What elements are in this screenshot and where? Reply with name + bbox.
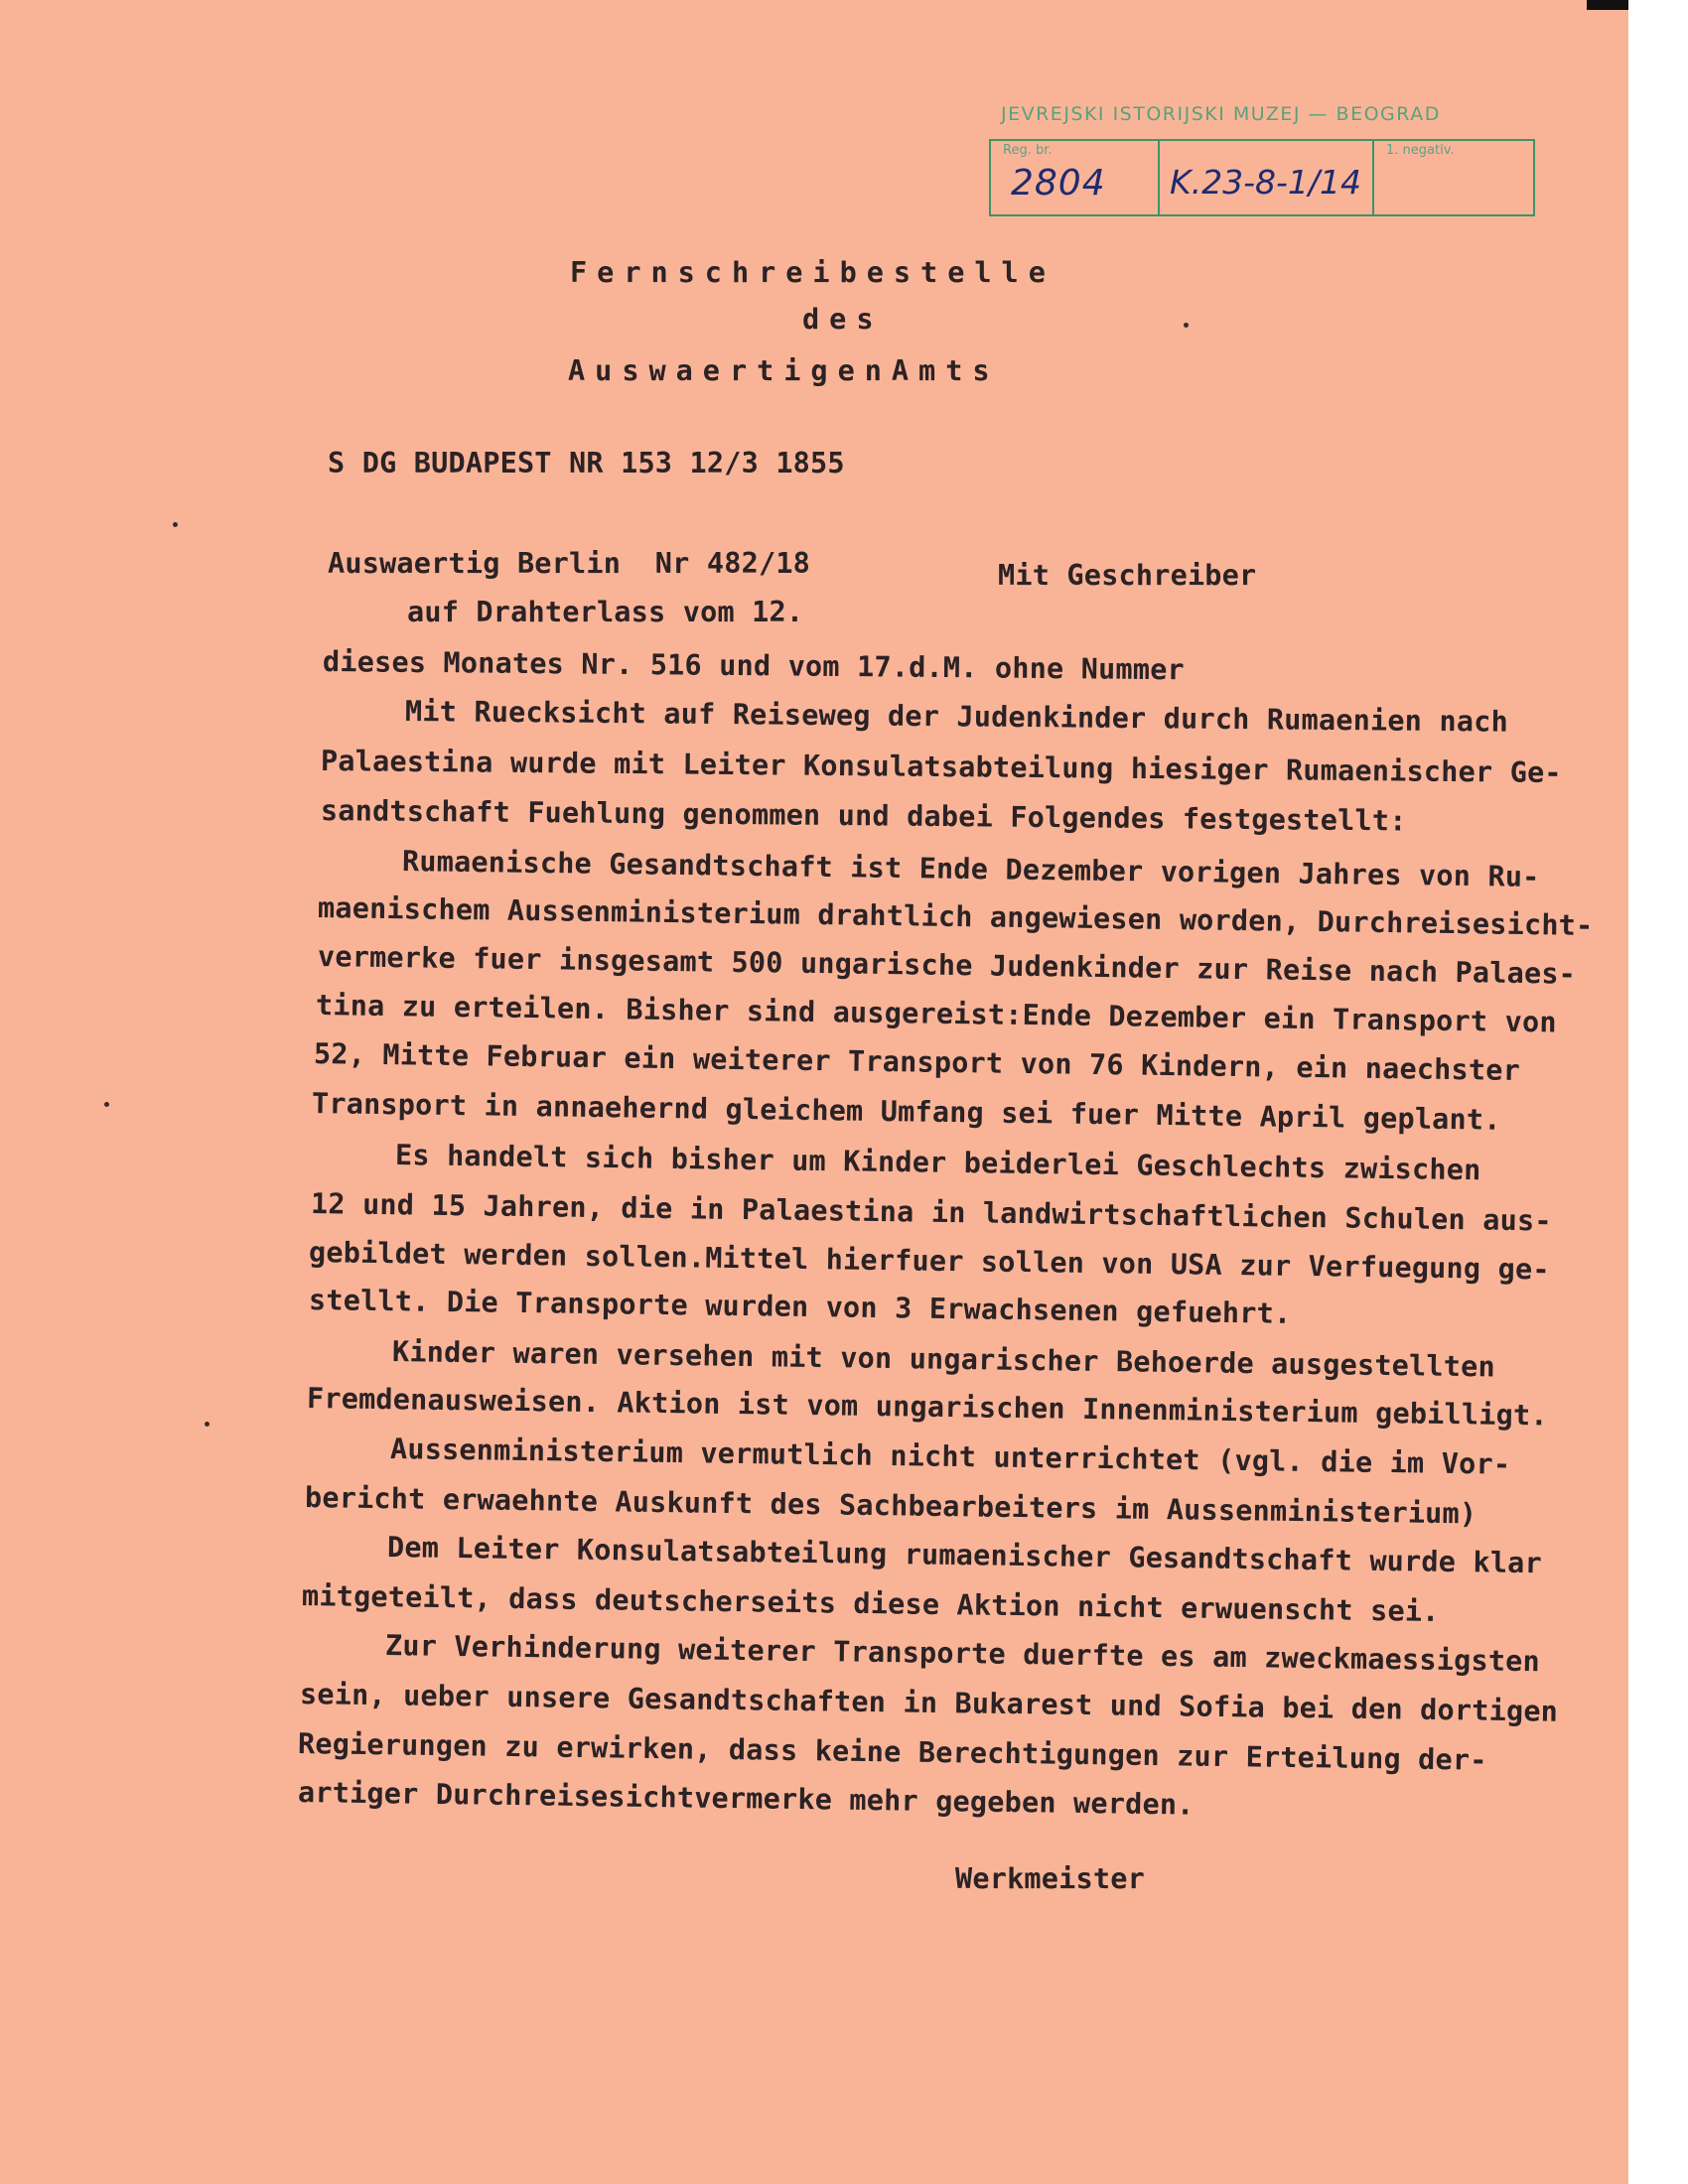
recipient-line: Auswaertig Berlin Nr 482/18 bbox=[328, 547, 811, 580]
stamp-cell-registration bbox=[991, 141, 1160, 214]
body-line: 12 und 15 Jahren, die in Palaestina in landwirtschaftlichen Schulen aus- bbox=[310, 1187, 1552, 1238]
stamp-note-label: 1. negativ. bbox=[1386, 143, 1455, 158]
stamp-archive-signature: K.23-8-1/14 bbox=[1170, 163, 1362, 202]
stamp-reg-number: 2804 bbox=[1011, 163, 1106, 204]
body-line: vermerke fuer insgesamt 500 ungarische Judenkinder zur Reise nach Palaes- bbox=[317, 940, 1577, 991]
museum-stamp-header: JEVREJSKI ISTORIJSKI MUZEJ — BEOGRAD bbox=[1001, 103, 1441, 125]
registration-stamp bbox=[989, 139, 1535, 216]
stamp-cell-note bbox=[1374, 141, 1533, 214]
scan-edge-mark bbox=[1587, 0, 1628, 10]
header-line-1: Fernschreibestelle bbox=[570, 256, 1055, 289]
header-line-2: des bbox=[802, 303, 884, 336]
stamp-reg-label: Reg. br. bbox=[1003, 143, 1053, 158]
signature: Werkmeister bbox=[955, 1862, 1145, 1895]
body-line: Dem Leiter Konsulatsabteilung rumaenischer Gesandtschaft wurde klar bbox=[386, 1531, 1543, 1580]
body-line: Zur Verhinderung weiterer Transporte duerfte es am zweckmaessigsten bbox=[384, 1629, 1541, 1679]
paper-speck bbox=[1184, 323, 1189, 328]
body-line: Kinder waren versehen mit von ungarischer Behoerde ausgestellten bbox=[391, 1335, 1496, 1384]
body-line: 52, Mitte Februar ein weiterer Transport von 76 Kindern, ein naechster bbox=[313, 1037, 1521, 1087]
body-line: Fremdenausweisen. Aktion ist vom ungarischen Innenministerium gebilligt. bbox=[306, 1382, 1548, 1433]
body-line: tina zu erteilen. Bisher sind ausgereist:Ende Dezember ein Transport von bbox=[315, 989, 1557, 1039]
transmission-note: Mit Geschreiber bbox=[998, 559, 1257, 592]
paper-speck bbox=[104, 1102, 109, 1107]
body-line: sandtschaft Fuehlung genommen und dabei Folgendes festgestellt: bbox=[320, 794, 1407, 838]
body-line: mitgeteilt, dass deutscherseits diese Aktion nicht erwuenscht sei. bbox=[301, 1579, 1440, 1628]
body-line: stellt. Die Transporte wurden von 3 Erwachsenen gefuehrt. bbox=[308, 1284, 1292, 1330]
body-line: sein, ueber unsere Gesandtschaften in Bukarest und Sofia bei den dortigen bbox=[299, 1678, 1559, 1728]
body-line: Transport in annaehernd gleichem Umfang sei fuer Mitte April geplant. bbox=[311, 1087, 1501, 1137]
body-line: Regierungen zu erwirken, dass keine Berechtigungen zur Erteilung der- bbox=[297, 1727, 1487, 1777]
body-line: maenischem Aussenministerium drahtlich angewiesen worden, Durchreisesicht- bbox=[317, 891, 1594, 942]
reference-line-1: auf Drahterlass vom 12. bbox=[407, 596, 804, 628]
body-line: Aussenministerium vermutlich nicht unterrichtet (vgl. die im Vor- bbox=[389, 1433, 1511, 1481]
dispatch-line: S DG BUDAPEST NR 153 12/3 1855 bbox=[328, 447, 845, 479]
body-line: bericht erwaehnte Auskunft des Sachbearbeiters im Aussenministerium) bbox=[304, 1481, 1477, 1531]
body-line: artiger Durchreisesichtvermerke mehr gegeben werden. bbox=[297, 1776, 1195, 1822]
body-line: Rumaenische Gesandtschaft ist Ende Dezember vorigen Jahres von Ru- bbox=[401, 845, 1540, 893]
reference-line-2: dieses Monates Nr. 516 und vom 17.d.M. ohne Nummer bbox=[322, 645, 1186, 687]
stamp-cell-signature bbox=[1160, 141, 1374, 214]
paper-speck bbox=[205, 1422, 210, 1427]
header-line-3: AuswaertigenAmts bbox=[568, 354, 1000, 387]
body-line: Mit Ruecksicht auf Reiseweg der Judenkinder durch Rumaenien nach bbox=[404, 695, 1509, 739]
body-line: Es handelt sich bisher um Kinder beiderlei Geschlechts zwischen bbox=[394, 1139, 1481, 1187]
body-line: gebildet werden sollen.Mittel hierfuer sollen von USA zur Verfuegung ge- bbox=[308, 1236, 1550, 1287]
paper-speck bbox=[173, 522, 178, 527]
body-line: Palaestina wurde mit Leiter Konsulatsabteilung hiesiger Rumaenischer Ge- bbox=[320, 745, 1562, 789]
